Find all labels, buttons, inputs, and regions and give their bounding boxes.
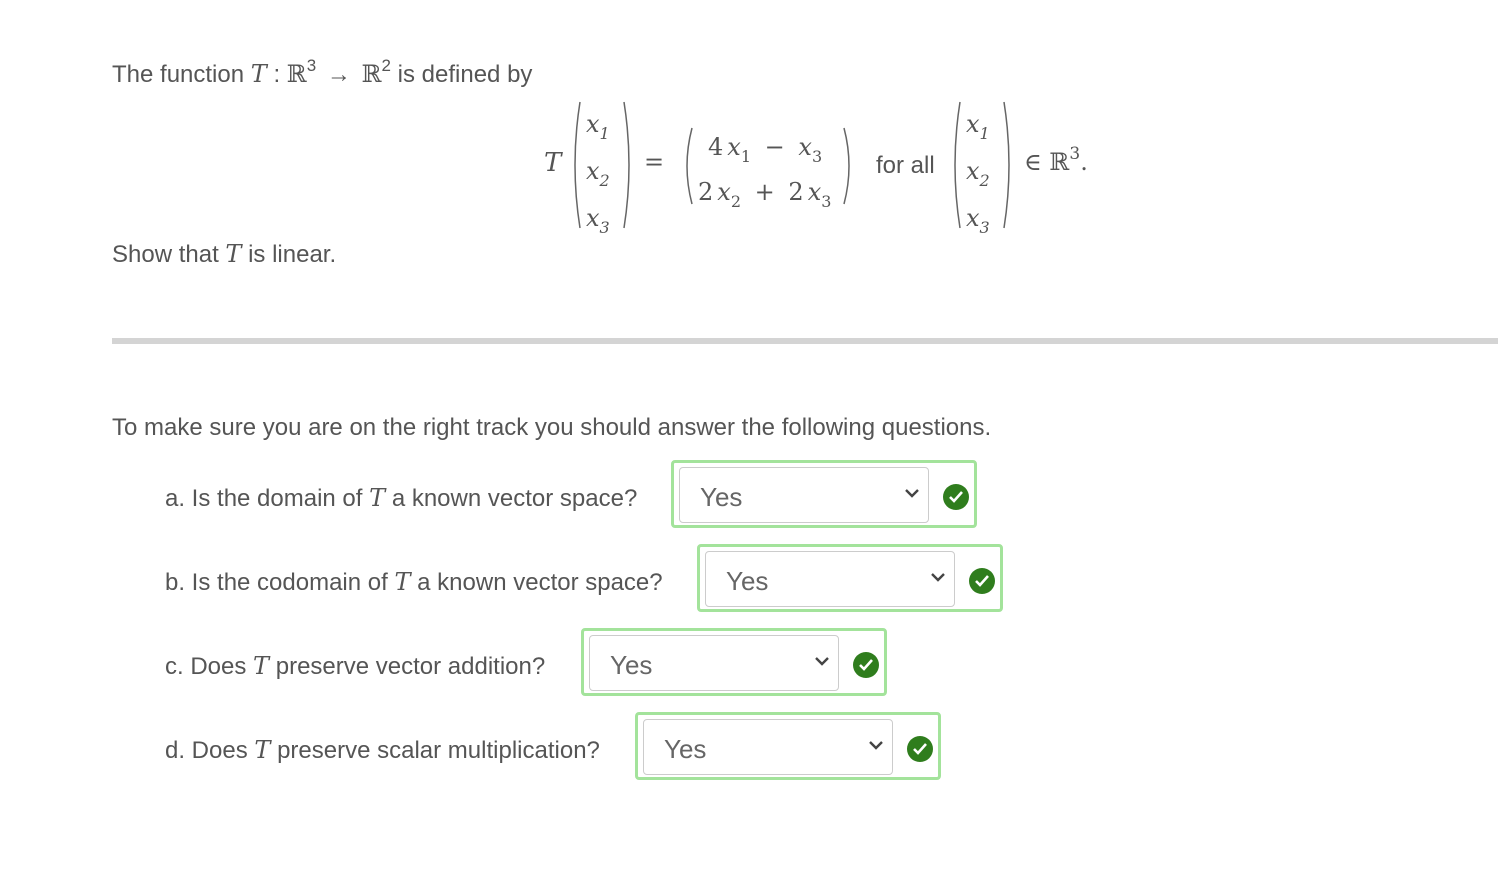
question-a-text: a. Is the domain of T a known vector space? xyxy=(165,484,638,512)
membership: ∈ ℝ$^3$. xyxy=(1024,144,1088,176)
correct-check-icon xyxy=(907,736,933,762)
question-d-answer-box xyxy=(635,712,941,780)
question-c-selected-value: Yes xyxy=(610,650,653,680)
section-divider xyxy=(112,338,1498,344)
out-right-paren xyxy=(842,126,856,206)
problem-intro: The function T : ℝ$^3$ → ℝ$^2$ is defined by xyxy=(112,56,533,88)
question-a-select[interactable] xyxy=(679,467,929,523)
correct-check-icon xyxy=(853,652,879,678)
output-row-2: 2 $x_2 + 2$ $x_3$ xyxy=(698,178,832,211)
question-b-answer-box xyxy=(697,544,1003,612)
chevron-down-icon xyxy=(868,739,884,751)
input-vector: $x_1$ $x_2$ $x_3$ xyxy=(586,110,610,237)
questions-intro: To make sure you are on the right track you should answer the following questions. xyxy=(112,414,992,441)
show-linear-text: Show that T is linear. xyxy=(112,240,337,268)
equals-sign: = xyxy=(644,148,665,176)
right-bracket xyxy=(622,100,636,230)
chevron-down-icon xyxy=(930,571,946,583)
for-all-text: for all xyxy=(876,152,935,179)
question-d-select[interactable] xyxy=(643,719,893,775)
question-c-text: c. Does T preserve vector addition? xyxy=(165,652,546,680)
question-b-selected-value: Yes xyxy=(726,566,769,596)
eq-T: T xyxy=(544,148,562,178)
out-left-paren xyxy=(680,126,694,206)
question-a-selected-value: Yes xyxy=(700,482,743,512)
output-row-1: 4 $x_1 - x_3$ xyxy=(708,133,823,166)
output-vector xyxy=(698,126,831,216)
question-b-text: b. Is the codomain of T a known vector space? xyxy=(165,568,663,596)
question-a-answer-box xyxy=(671,460,977,528)
correct-check-icon xyxy=(943,484,969,510)
question-c-select[interactable] xyxy=(589,635,839,691)
correct-check-icon xyxy=(969,568,995,594)
definition-equation xyxy=(540,96,1110,236)
left-bracket xyxy=(568,100,582,230)
question-c-answer-box xyxy=(581,628,887,696)
chevron-down-icon xyxy=(904,487,920,499)
chevron-down-icon xyxy=(814,655,830,667)
right-bracket-2 xyxy=(1002,100,1016,230)
question-b-select[interactable] xyxy=(705,551,955,607)
question-d-text: d. Does T preserve scalar multiplication? xyxy=(165,736,600,764)
left-bracket-2 xyxy=(948,100,962,230)
domain-vector: $x_1$ $x_2$ $x_3$ xyxy=(966,110,990,237)
question-d-selected-value: Yes xyxy=(664,734,707,764)
